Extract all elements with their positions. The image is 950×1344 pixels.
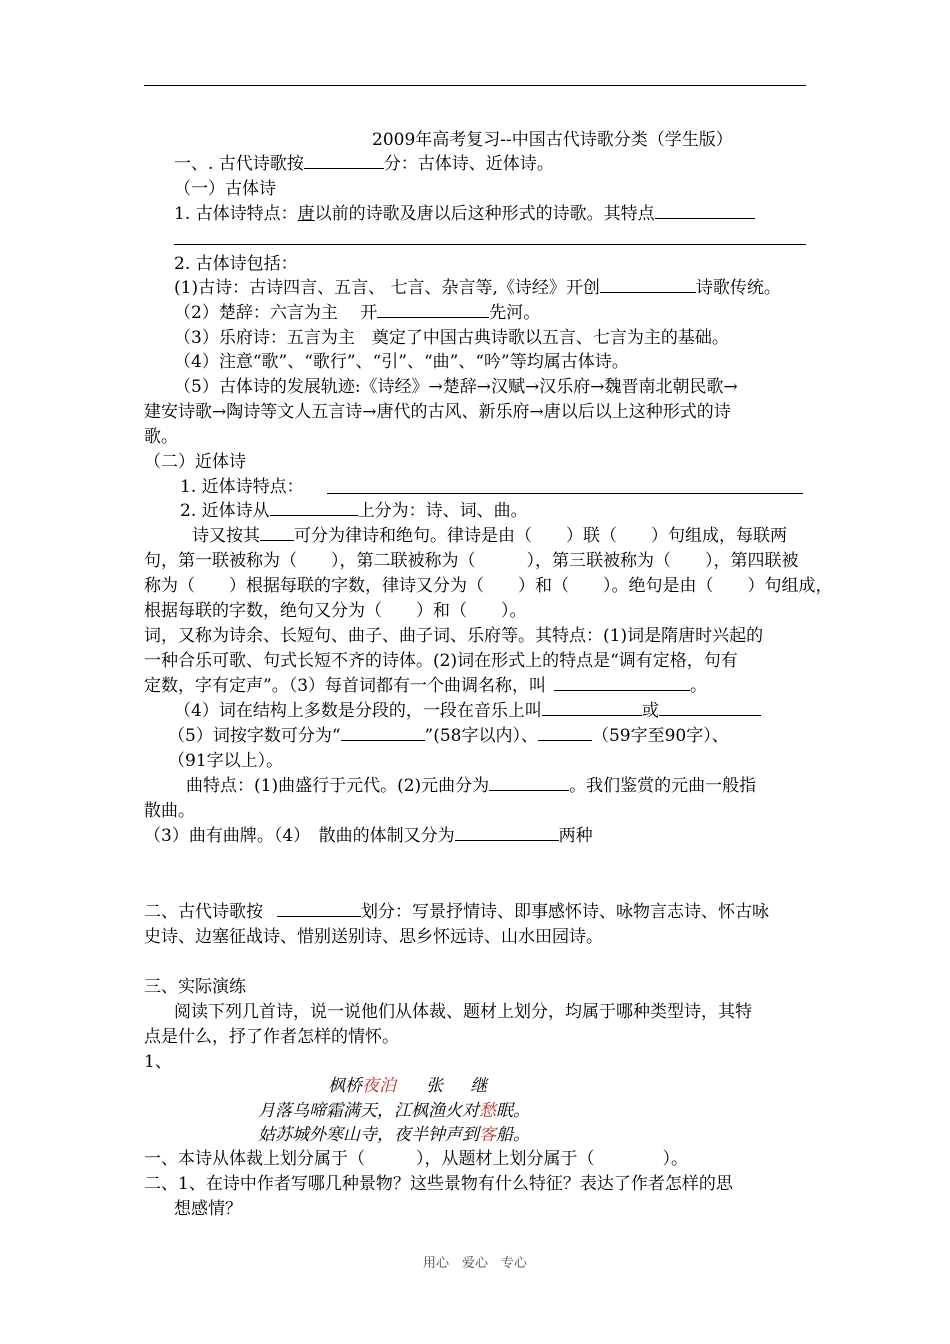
text: 。我们鉴赏的元曲一般指 (569, 776, 757, 796)
question-number: 1、 (144, 1052, 172, 1072)
page-footer: 用心 爱心 专心 (422, 1256, 527, 1271)
fill-blank[interactable] (538, 724, 592, 741)
fill-blank[interactable] (377, 301, 489, 318)
ci-l3 (144, 674, 707, 698)
text: 。 (690, 676, 708, 696)
question-genre: 一、本诗从体裁上划分属于（ ），从题材上划分属于（ ）。 (144, 1149, 688, 1169)
fill-blank[interactable] (455, 824, 559, 841)
text: 2. 近体诗从 (180, 501, 270, 521)
poem-author: 张 继 (426, 1076, 488, 1096)
fill-blank[interactable] (554, 674, 690, 691)
text: （3）曲有曲牌。（4） 散曲的体制又分为 (144, 826, 455, 846)
text: (1)古诗：古诗四言、五言、 七言、杂言等,《诗经》开创 (174, 278, 600, 298)
lushi-jueju-l3: 称为（ ）根据每联的字数，律诗又分为（ ）和（ ）。绝句是由（ ）句组成， (144, 576, 833, 596)
text: 二、古代诗歌按 (144, 902, 263, 922)
fill-blank[interactable] (542, 699, 642, 716)
text: 或 (641, 701, 659, 721)
section-2-l1 (144, 900, 769, 924)
ci-l1: 词，又称为诗余、长短句、曲子、曲子词、乐府等。其特点：(1)词是隋唐时兴起的 (144, 626, 764, 646)
highlight-text: 客 (479, 1125, 496, 1145)
item-development-l1: （5）古体诗的发展轨迹:《诗经》→楚辞→汉赋→汉乐府→魏晋南北朝民歌→ (174, 377, 738, 397)
item-chuci (174, 301, 540, 325)
section-1-heading (174, 152, 554, 176)
subheading-modern-poetry: （二）近体诗 (144, 452, 246, 472)
qu-l3 (144, 824, 593, 848)
ci-l4 (174, 699, 761, 723)
question-scenery-l2: 想感情？ (174, 1199, 242, 1219)
header-rule (144, 85, 806, 86)
ci-l6: （91字以上）。 (168, 751, 284, 771)
ancient-poetry-features (174, 202, 755, 226)
text: 划分：写景抒情诗、即事感怀诗、咏物言志诗、怀古咏 (361, 902, 769, 922)
text: 诗又按其 (192, 526, 260, 546)
text: 先河。 (489, 303, 541, 323)
text: 曲特点：(1)曲盛行于元代。(2)元曲分为 (186, 776, 490, 796)
text: 以前的诗歌及唐以后这种形式的诗歌。其特点 (314, 204, 655, 224)
ci-l5 (168, 724, 729, 748)
subheading-ancient-poetry: （一）古体诗 (174, 179, 276, 199)
section-2-l2: 史诗、边塞征战诗、惜别送别诗、思乡怀远诗、山水田园诗。 (144, 927, 603, 947)
fill-blank[interactable] (341, 724, 425, 741)
item-development-l3: 歌。 (144, 427, 178, 447)
qu-l2: 散曲。 (144, 801, 195, 821)
text: 月落乌啼霜满天，江枫渔火对 (258, 1101, 479, 1121)
text: 枫桥 (328, 1076, 362, 1096)
fill-blank[interactable] (270, 499, 358, 516)
text: （5）词按字数可分为“ (168, 726, 341, 746)
underlined-text: 唐 (297, 204, 315, 224)
text: （59字至90字）、 (591, 726, 729, 746)
page-title: 2009年高考复习--中国古代诗歌分类（学生版） (372, 130, 733, 150)
fill-blank[interactable] (659, 699, 761, 716)
highlight-text: 夜泊 (362, 1076, 396, 1096)
text: 定数，字有定声”。（3）每首词都有一个曲调名称，叫 (144, 676, 547, 696)
text: （4）词在结构上多数是分段的，一段在音乐上叫 (174, 701, 542, 721)
text: 一、. 古代诗歌按 (174, 154, 304, 174)
text: 诗歌传统。 (695, 278, 781, 298)
lushi-jueju-l4: 根据每联的字数，绝句又分为（ ）和（ ）。 (144, 601, 527, 621)
fill-blank[interactable] (304, 152, 384, 169)
text: 1. 古体诗特点： (174, 204, 298, 224)
item-note: （4）注意“歌”、“歌行”、“引”、“曲”、“吟”等均属古体诗。 (174, 352, 629, 372)
fill-blank[interactable] (260, 524, 294, 541)
text: 分：古体诗、近体诗。 (383, 154, 554, 174)
highlight-text: 愁 (479, 1101, 496, 1121)
text: 眠。 (496, 1101, 530, 1121)
answer-line[interactable] (327, 493, 803, 494)
poem-line-1 (258, 1099, 530, 1123)
lushi-jueju-l1 (192, 524, 787, 548)
modern-poetry-features: 1. 近体诗特点： (180, 477, 304, 497)
text: 船。 (496, 1125, 530, 1145)
section-3-heading: 三、实际演练 (144, 977, 246, 997)
text: 姑苏城外寒山寺，夜半钟声到 (258, 1125, 479, 1145)
answer-line[interactable] (174, 244, 806, 245)
qu-l1 (186, 774, 756, 798)
lushi-jueju-l2: 句，第一联被称为（ ），第二联被称为（ ），第三联被称为（ ），第四联被 (144, 551, 799, 571)
ancient-poetry-includes: 2. 古体诗包括： (174, 254, 298, 274)
ci-l2: 一种合乐可歌、句式长短不齐的诗体。(2)词在形式上的特点是“调有定格，句有 (144, 651, 738, 671)
text: 两种 (558, 826, 593, 846)
fill-blank[interactable] (277, 900, 361, 917)
text: （2）楚辞：六言为主 开 (174, 303, 378, 323)
question-scenery-l1: 二、1、在诗中作者写哪几种景物？这些景物有什么特征？表达了作者怎样的思 (144, 1174, 733, 1194)
text: ”(58字以内）、 (424, 726, 538, 746)
item-development-l2: 建安诗歌→陶诗等文人五言诗→唐代的古风、新乐府→唐以后以上这种形式的诗 (144, 402, 731, 422)
modern-poetry-division (180, 499, 528, 523)
fill-blank[interactable] (489, 774, 569, 791)
section-3-intro-l1: 阅读下列几首诗，说一说他们从体裁、题材上划分，均属于哪种类型诗，其特 (174, 1002, 752, 1022)
poem-line-2 (258, 1123, 530, 1147)
poem-title (328, 1074, 487, 1098)
item-gushi (174, 276, 781, 300)
fill-blank[interactable] (655, 202, 755, 219)
text: 上分为：诗、词、曲。 (357, 501, 528, 521)
text: 可分为律诗和绝句。律诗是由（ ）联（ ）句组成，每联两 (294, 526, 787, 546)
item-yuefu: （3）乐府诗：五言为主 奠定了中国古典诗歌以五言、七言为主的基础。 (174, 328, 729, 348)
fill-blank[interactable] (600, 276, 696, 293)
section-3-intro-l2: 点是什么，抒了作者怎样的情怀。 (144, 1027, 399, 1047)
